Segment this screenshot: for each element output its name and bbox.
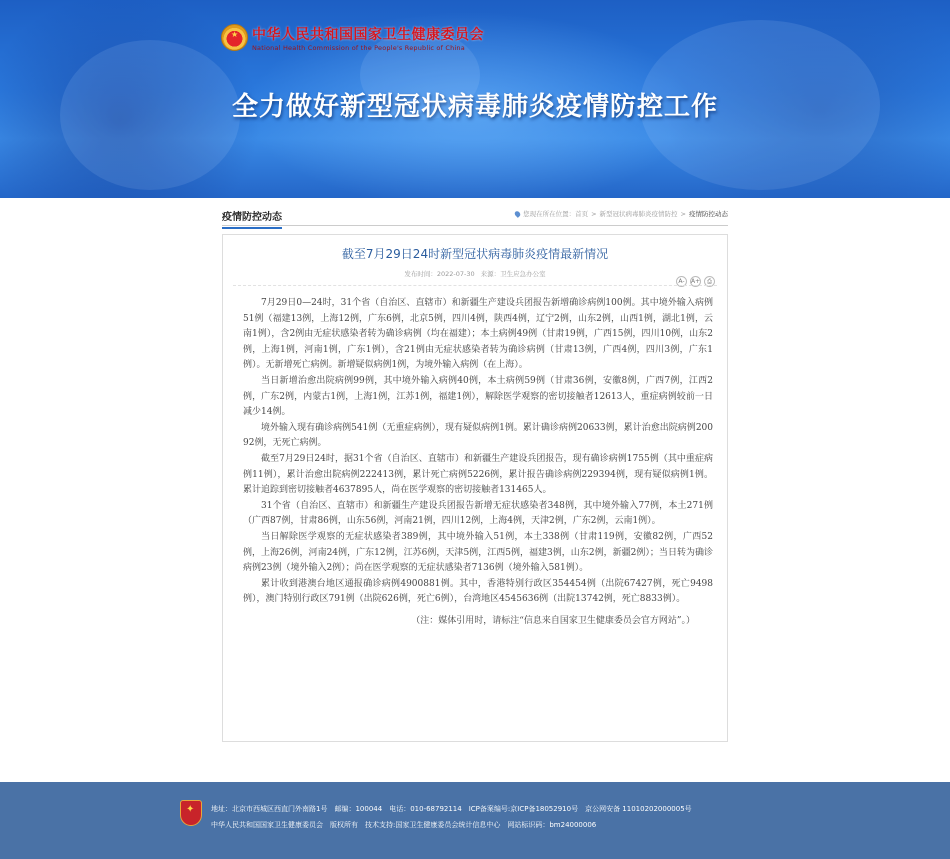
breadcrumb-prefix: 您现在所在位置： (523, 210, 576, 218)
article-title: 截至7月29日24时新型冠状病毒肺炎疫情最新情况 (341, 247, 609, 261)
footer-address: 北京市西城区西直门外南路1号 (232, 805, 328, 813)
article-paragraph: 当日解除医学观察的无症状感染者389例，其中境外输入51例，本土338例（甘肃119例，安徽82例，广西52例，上海26例，河南24例，广东12例，江苏6例，天津5例，江西5例，福建3例，山东2例，新疆2例）；当日转为确诊病例23例（境外输入2例）；尚在医学观察的无症状感染者7136例（境外输入581例）。 (243, 531, 713, 574)
article-paragraph: 31个省（自治区、直辖市）和新疆生产建设兵团报告新增无症状感染者348例，其中境外输入77例，本土271例（广西87例，甘肃86例，山东56例，河南21例，四川12例，上海4例，天津2例，广东2例，云南1例）。 (243, 500, 713, 527)
breadcrumb-current[interactable]: 疫情防控动态 (689, 210, 728, 218)
footer-support: 国家卫生健康委员会统计信息中心 (395, 821, 501, 829)
national-emblem-icon[interactable]: ★ (221, 24, 248, 51)
footer-copyright-line (211, 820, 596, 830)
breadcrumb (515, 209, 728, 218)
site-name-english: National Health Commission of the People's Republic of China (252, 44, 465, 52)
footer-icp-link[interactable]: 京ICP备18052910号 (510, 805, 579, 813)
meta-divider (233, 285, 717, 286)
print-button[interactable]: ⎙ (704, 276, 715, 287)
article-paragraph: 累计收到港澳台地区通报确诊病例4900881例。其中，香港特别行政区354454例（出院67427例，死亡9498例），澳门特别行政区791例（出院626例，死亡6例），台湾地区4545636例（出院13742例，死亡8833例）。 (243, 578, 713, 605)
breadcrumb-separator: > (680, 210, 686, 218)
footer-address-label: 地址： (211, 805, 232, 813)
footer-zip-label: 邮编： (334, 805, 356, 813)
breadcrumb-separator: > (591, 210, 597, 218)
location-pin-icon (514, 210, 522, 218)
article-container (222, 234, 728, 742)
article-paragraph: 截至7月29日24时，据31个省（自治区、直辖市）和新疆生产建设兵团报告，现有确诊病例1755例（其中重症病例11例），累计治愈出院病例222413例，累计死亡病例5226例，累计报告确诊病例229394例，现有疑似病例1例。累计追踪到密切接触者4637895人，尚在医学观察的密切接触者131465人。 (243, 453, 713, 496)
article-meta (223, 269, 727, 278)
font-decrease-button[interactable]: A- (676, 276, 687, 287)
header-banner (0, 0, 950, 198)
footer-site-code: bm24000006 (549, 821, 597, 829)
column-title: 疫情防控动态 (222, 208, 282, 229)
media-citation-note: （注：媒体引用时，请标注“信息来自国家卫生健康委员会官方网站”。） (411, 615, 695, 626)
breadcrumb-link-epidemic[interactable]: 新型冠状病毒肺炎疫情防控 (599, 210, 678, 218)
footer-icp-label: ICP备案编号: (468, 805, 511, 813)
column-header (222, 208, 728, 226)
font-increase-button[interactable]: A+ (691, 278, 701, 285)
footer-police-record-link[interactable]: 京公网安备 11010202000005号 (585, 805, 692, 813)
banner-headline: 全力做好新型冠状病毒肺炎疫情防控工作 (231, 92, 718, 122)
article-body (243, 296, 713, 629)
footer-zip: 100044 (355, 805, 383, 813)
site-footer (0, 782, 950, 859)
article-paragraph: 7月29日0—24时，31个省（自治区、直辖市）和新疆生产建设兵团报告新增确诊病例100例。其中境外输入病例51例（福建13例，上海12例，广东6例，北京5例，四川4例，陕西4例，辽宁2例，山东2例，山西1例，湖北1例，云南1例），含2例由无症状感染者转为确诊病例（均在福建）；本土病例49例（甘肃19例，广西15例，四川10例，山东2例，上海1例，河南1例，广东1例），含21例由无症状感染者转为确诊病例（甘肃13例，广西4例，四川3例，广东1例）。无新增死亡病例。新增疑似病例1例，为境外输入病例（在上海）。 (243, 298, 713, 371)
footer-org: 中华人民共和国国家卫生健康委员会 (211, 821, 323, 829)
breadcrumb-link-home[interactable]: 首页 (575, 210, 589, 218)
publish-label: 发布时间： (404, 270, 437, 278)
source-name: 卫生应急办公室 (500, 270, 546, 278)
footer-rights: 版权所有 (330, 821, 358, 829)
footer-contact-line (211, 804, 692, 814)
article-paragraph: 当日新增治愈出院病例99例，其中境外输入病例40例，本土病例59例（甘肃36例，安徽8例，广西7例，江西2例，广东2例，内蒙古1例，上海1例，江苏1例，福建1例），解除医学观察的密切接触者12613人，重症病例较前一日减少14例。 (243, 375, 713, 418)
footer-support-label: 技术支持: (365, 821, 396, 829)
footer-phone: 010-68792114 (410, 805, 462, 813)
site-name[interactable]: 中华人民共和国国家卫生健康委员会 (252, 27, 484, 43)
footer-phone-label: 电话： (389, 805, 411, 813)
source-label: 来源： (480, 270, 501, 278)
publish-date: 2022-07-30 (436, 270, 475, 278)
government-site-logo-icon[interactable]: ✦ (180, 800, 202, 826)
article-paragraph: 境外输入现有确诊病例541例（无重症病例），现有疑似病例1例。累计确诊病例20633例，累计治愈出院病例20092例，无死亡病例。 (243, 422, 713, 449)
footer-site-code-label: 网站标识码： (507, 821, 550, 829)
